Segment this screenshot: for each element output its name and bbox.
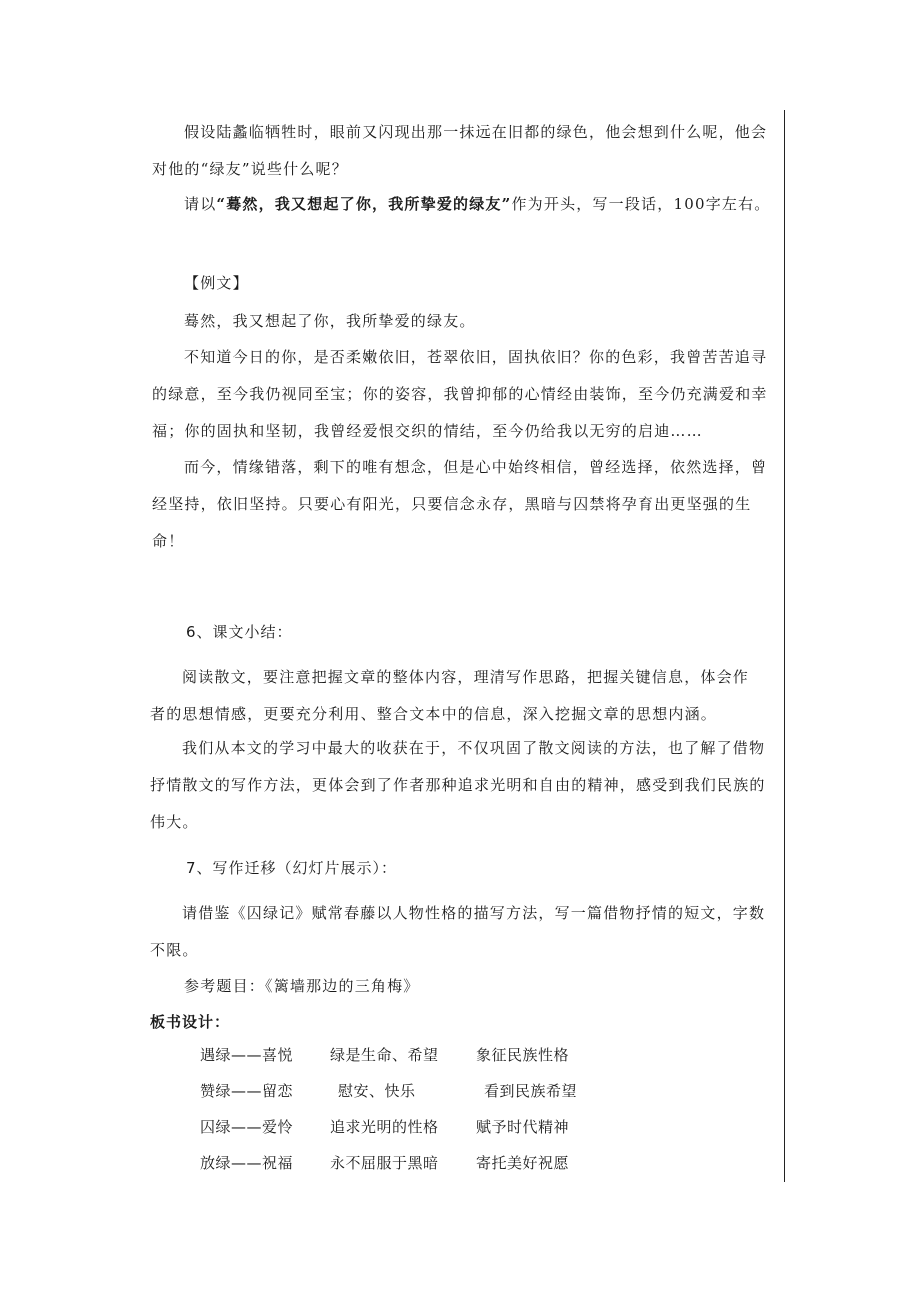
transfer-paragraph-1: 请借鉴《囚绿记》赋常春藤以人物性格的描写方法，写一篇借物抒情的短文，字数不限。 — [150, 904, 766, 959]
prompt-bold: “蓦然，我又想起了你，我所挚爱的绿友” — [216, 195, 512, 213]
table-right-border — [784, 110, 785, 1182]
example-paragraph-1: 蓦然，我又想起了你，我所挚爱的绿友。 — [184, 312, 476, 330]
summary-heading: 6、课文小结： — [186, 623, 293, 641]
board-cell: 永不屈服于黑暗 — [330, 1154, 439, 1172]
board-cell: 慰安、快乐 — [338, 1082, 416, 1100]
transfer-paragraph-2: 参考题目：《篱墙那边的三角梅》 — [184, 977, 420, 995]
example-paragraph-3: 而今，情缘错落，剩下的唯有想念，但是心中始终相信，曾经选择，依然选择，曾经坚持，依旧坚持。只要心有阳光，只要信念永存，黑暗与囚禁将孕育出更坚强的生命！ — [152, 458, 768, 550]
board-cell: 赋予时代精神 — [476, 1118, 570, 1136]
board-cell: 囚绿——爱怜 — [200, 1118, 294, 1136]
summary-paragraph-2: 我们从本文的学习中最大的收获在于，不仅巩固了散文阅读的方法，也了解了借物抒情散文的写作方法，更体会到了作者那种追求光明和自由的精神，感受到我们民族的伟大。 — [150, 739, 766, 831]
example-paragraph-2: 不知道今日的你，是否柔嫩依旧，苍翠依旧，固执依旧？你的色彩，我曾苦苦追寻的绿意，至今我仍视同至宝；你的姿容，我曾抑郁的心情经由装饰，至今仍充满爱和幸福；你的固执和坚韧，我曾经爱恨交织的情结，至今仍给我以无穷的启迪…… — [152, 348, 768, 440]
board-cell: 放绿——祝福 — [200, 1154, 294, 1172]
board-cell: 看到民族希望 — [484, 1082, 578, 1100]
board-cell: 绿是生命、希望 — [330, 1046, 439, 1064]
intro-question: 假设陆蠡临牺牲时，眼前又闪现出那一抹远在旧都的绿色，他会想到什么呢，他会对他的“绿友”说些什么呢？ — [152, 123, 768, 178]
prompt-after: 作为开头，写一段话，100字左右。 — [511, 195, 771, 213]
summary-paragraph-1: 阅读散文，要注意把握文章的整体内容，理清写作思路，把握关键信息，体会作者的思想情感，更要充分利用、整合文本中的信息，深入挖掘文章的思想内涵。 — [150, 668, 750, 723]
intro-prompt — [152, 186, 772, 223]
board-cell: 象征民族性格 — [476, 1046, 570, 1064]
board-title: 板书设计： — [150, 1013, 231, 1031]
board-cell: 赞绿——留恋 — [200, 1082, 294, 1100]
example-label: 【例文】 — [184, 274, 249, 292]
board-cell: 遇绿——喜悦 — [200, 1046, 294, 1064]
board-cell: 追求光明的性格 — [330, 1118, 439, 1136]
transfer-heading: 7、写作迁移（幻灯片展示）： — [186, 859, 398, 877]
board-cell: 寄托美好祝愿 — [476, 1154, 570, 1172]
prompt-before: 请以 — [184, 195, 217, 213]
